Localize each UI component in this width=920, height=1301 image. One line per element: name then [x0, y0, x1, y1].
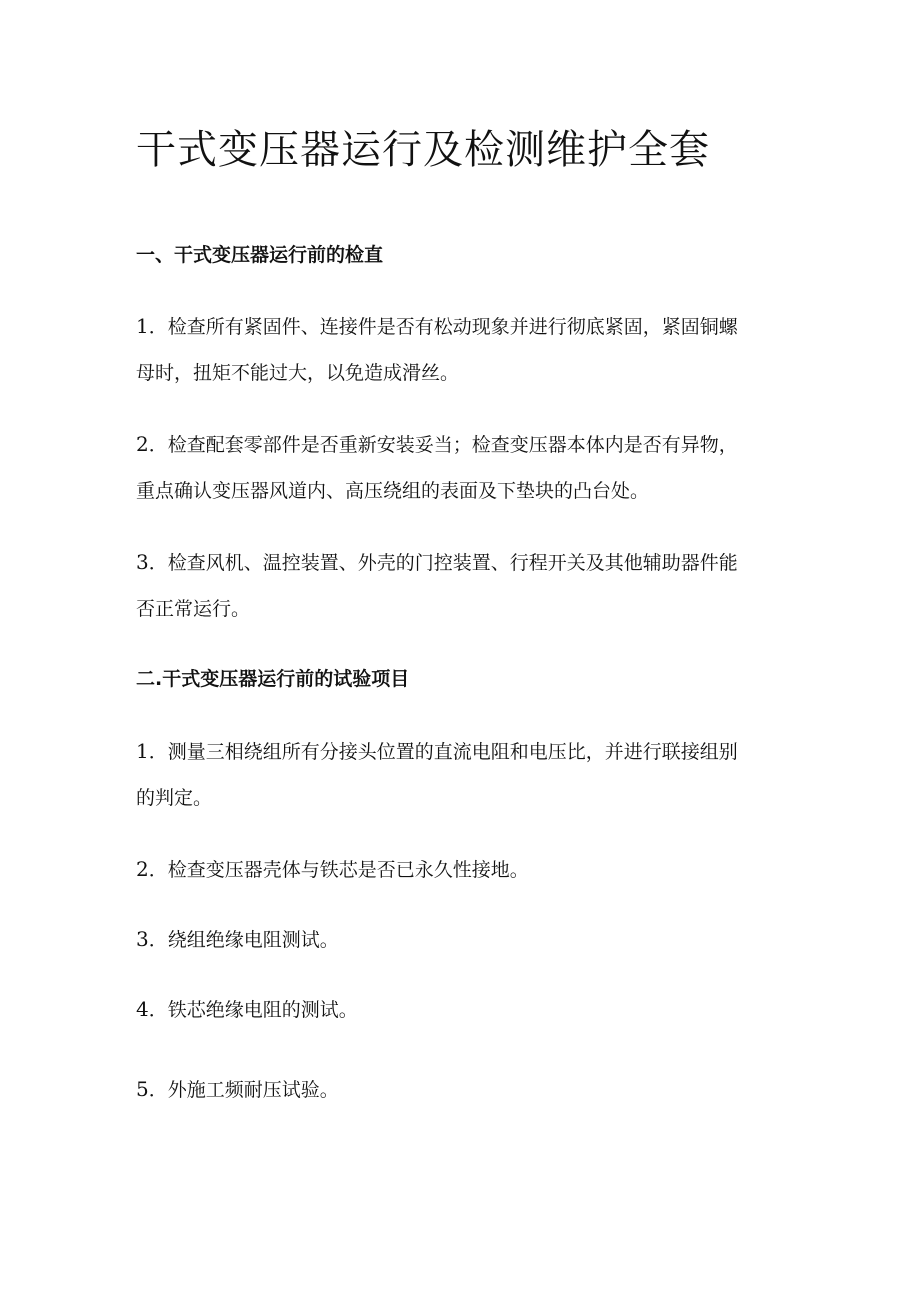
item-text: ．铁芯绝缘电阻的测试。	[148, 999, 358, 1021]
document-title: 干式变压器运行及检测维护全套	[136, 127, 710, 173]
section-1-item-2-line-2: 重点确认变压器风道内、高压绕组的表面及下垫块的凸台处。	[136, 480, 650, 502]
section-heading-1: 一、干式变压器运行前的检直	[136, 244, 384, 266]
section-heading-2: 二.干式变压器运行前的试验项目	[136, 668, 410, 690]
item-text: ．检查所有紧固件、连接件是否有松动现象并进行彻底紧固，紧固铜螺	[148, 316, 738, 338]
section-1-item-3-line-2: 否正常运行。	[136, 598, 251, 620]
item-text: ．检查配套零部件是否重新安装妥当；检查变压器本体内是否有异物，	[148, 434, 738, 456]
section-1-item-3-line-1	[136, 552, 738, 573]
section-2-item-2	[136, 859, 529, 880]
section-2-item-3	[136, 929, 339, 950]
item-number: 5	[136, 1077, 149, 1101]
item-number: 2	[136, 857, 149, 881]
item-number: 3	[136, 550, 149, 574]
item-text: ．检查风机、温控装置、外壳的门控装置、行程开关及其他辅助器件能	[148, 552, 738, 574]
section-1-item-1-line-2: 母时，扭矩不能过大，以免造成滑丝。	[136, 362, 460, 384]
section-1-item-2-line-1	[136, 434, 738, 455]
section-2-item-4	[136, 999, 358, 1020]
item-number: 3	[136, 927, 149, 951]
item-text: ．检查变压器壳体与铁芯是否已永久性接地。	[148, 859, 529, 881]
item-number: 1	[136, 314, 149, 338]
item-number: 4	[136, 997, 149, 1021]
section-2-item-1-line-1	[136, 741, 738, 762]
item-text: ．测量三相绕组所有分接头位置的直流电阻和电压比，并进行联接组别	[148, 741, 738, 763]
item-text: ．绕组绝缘电阻测试。	[148, 929, 339, 951]
item-text: ．外施工频耐压试验。	[148, 1079, 339, 1101]
item-number: 2	[136, 432, 149, 456]
section-2-item-1-line-2: 的判定。	[136, 787, 213, 809]
item-number: 1	[136, 739, 149, 763]
section-2-item-5	[136, 1079, 339, 1100]
section-1-item-1-line-1	[136, 316, 738, 337]
